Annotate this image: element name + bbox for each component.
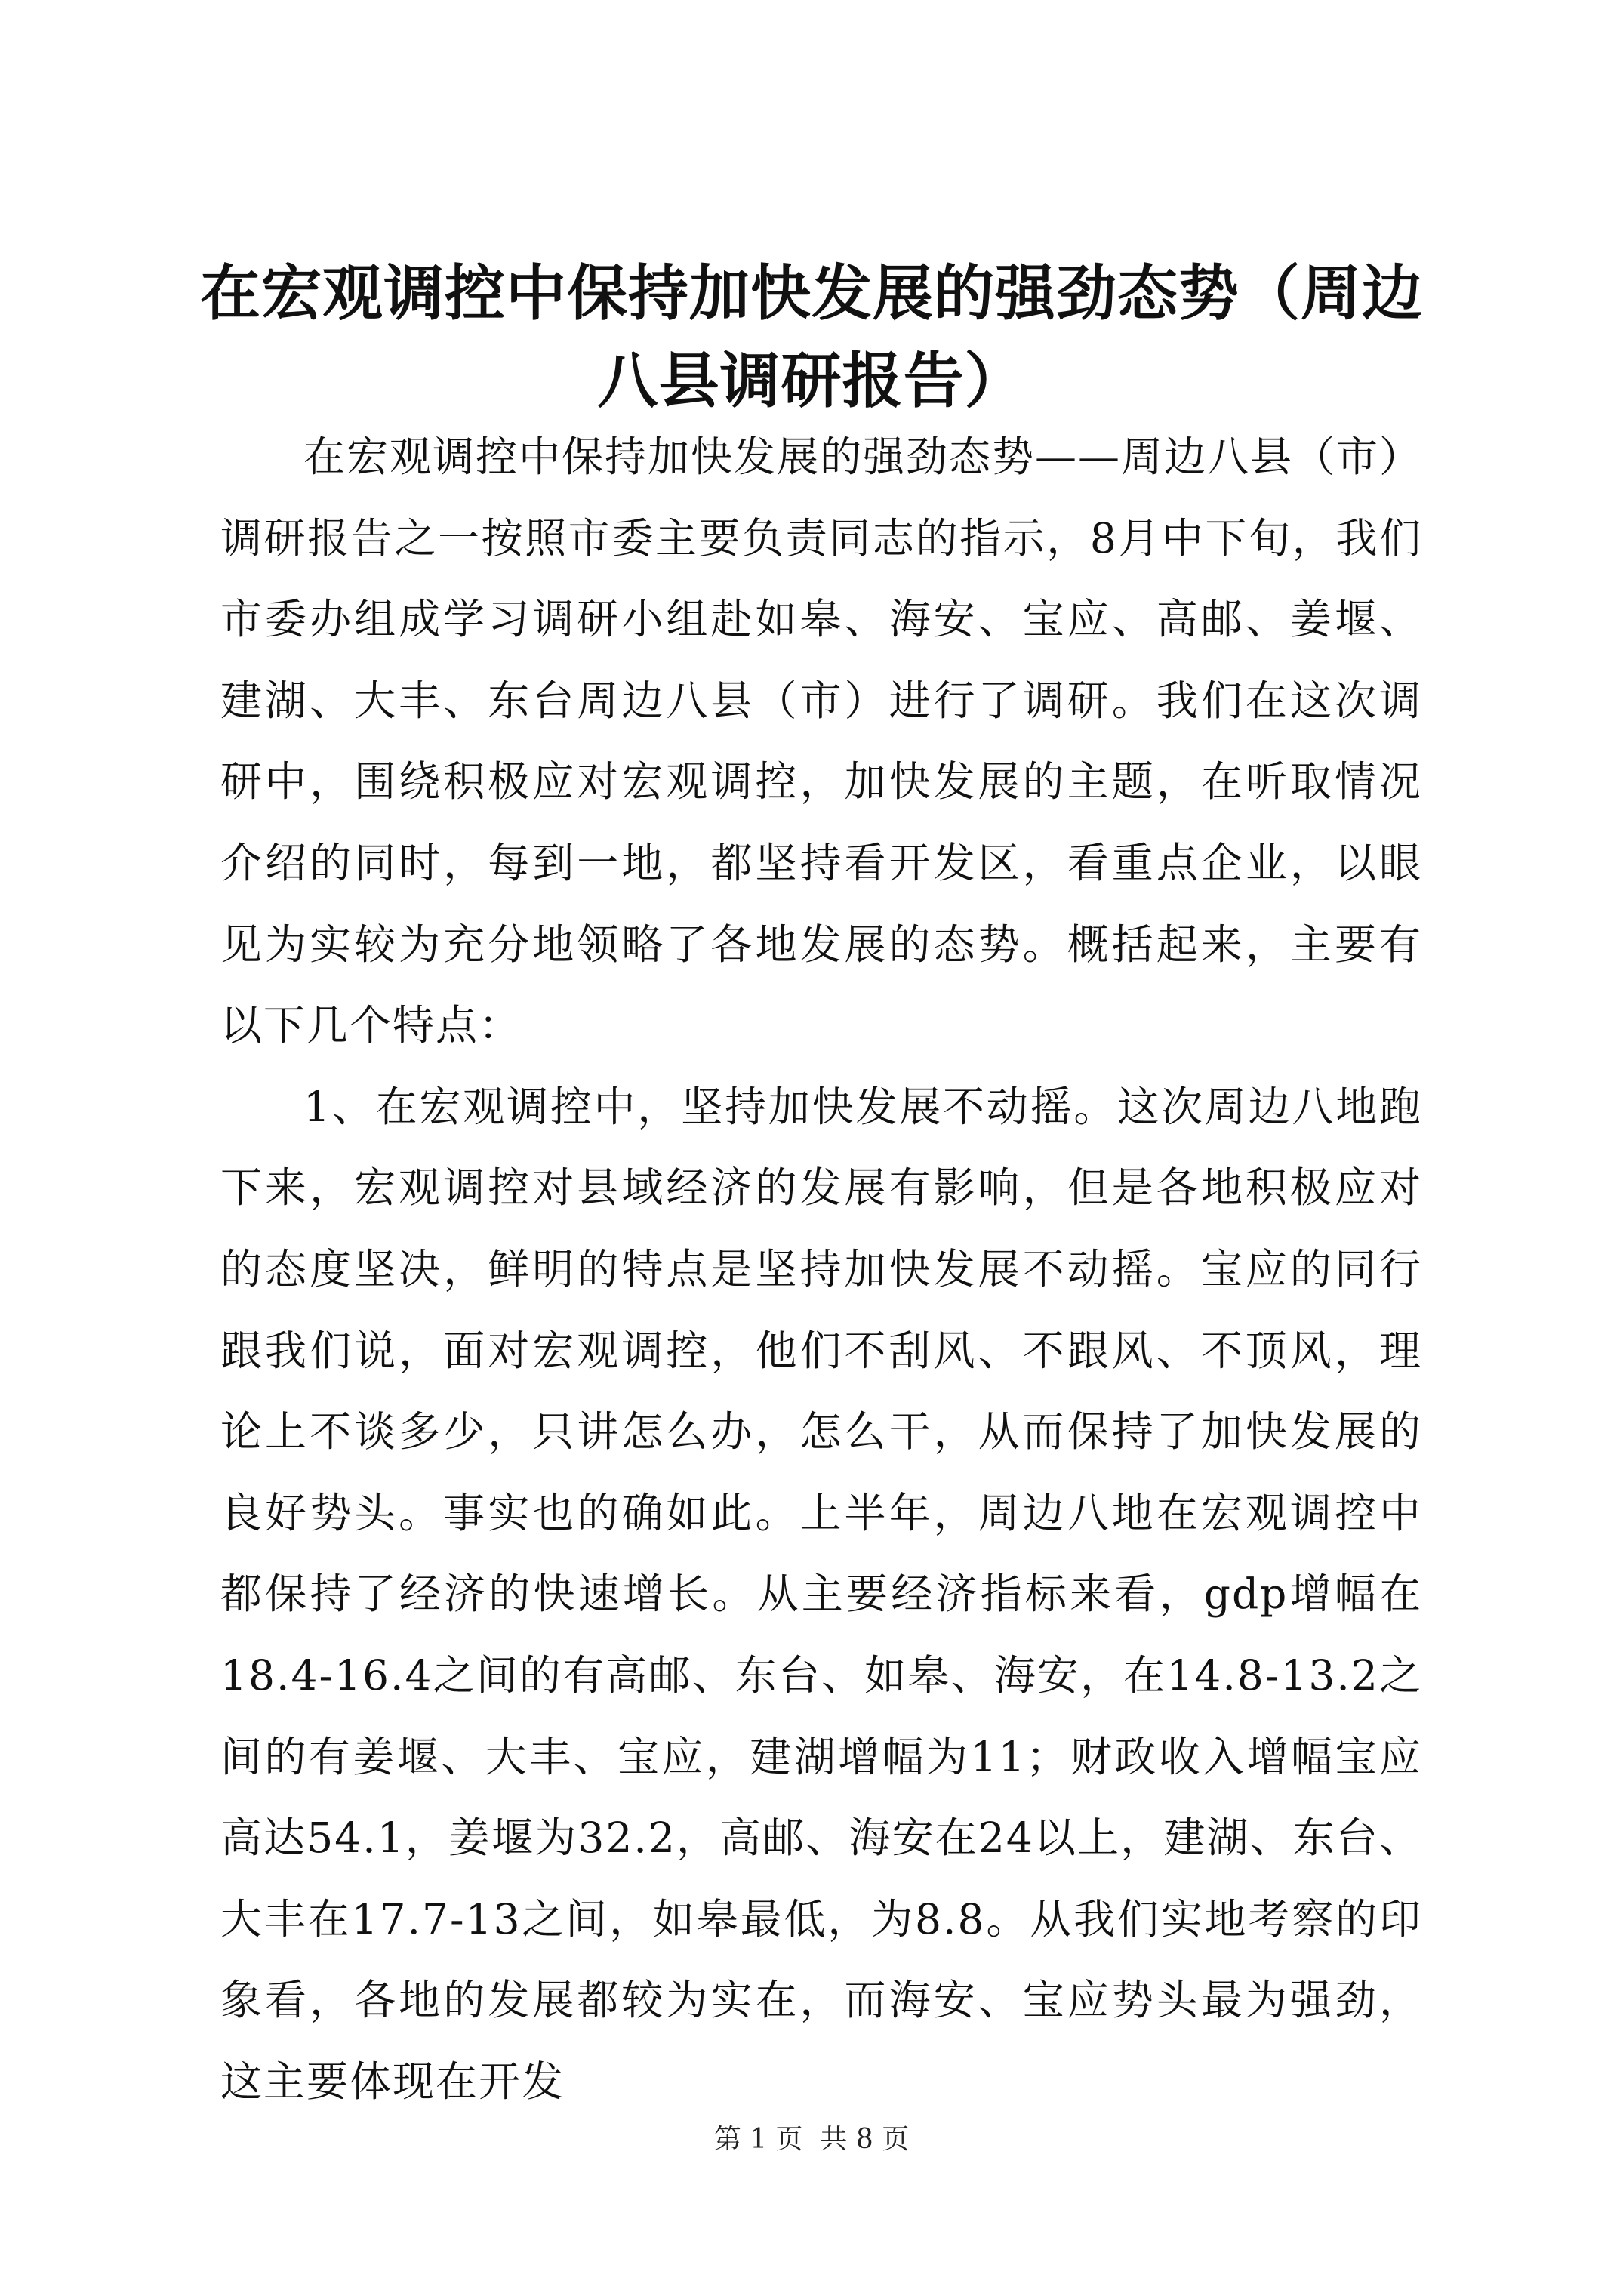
page-number-label: 第 1 页 共 8 页 xyxy=(713,2124,910,2155)
document-title: 在宏观调控中保持加快发展的强劲态势（周边八县调研报告） xyxy=(200,257,1423,416)
page-footer xyxy=(0,2122,1623,2158)
document-body xyxy=(220,417,1422,2122)
paragraph-intro: 在宏观调控中保持加快发展的强劲态势——周边八县（市）调研报告之一按照市委主要负责同志的指示，8月中下旬，我们市委办组成学习调研小组赴如皋、海安、宝应、高邮、姜堰、建湖、大丰、东台周边八县（市）进行了调研。我们在这次调研中，围绕积极应对宏观调控，加快发展的主题，在听取情况介绍的同时，每到一地，都坚持看开发区，看重点企业，以眼见为实较为充分地领略了各地发展的态势。概括起来，主要有以下几个特点： xyxy=(220,433,1423,1050)
paragraph-point-1: 1、在宏观调控中，坚持加快发展不动摇。这次周边八地跑下来，宏观调控对县域经济的发展有影响，但是各地积极应对的态度坚决，鲜明的特点是坚持加快发展不动摇。宝应的同行跟我们说，面对宏观调控，他们不刮风、不跟风、不顶风，理论上不谈多少，只讲怎么办，怎么干，从而保持了加快发展的良好势头。事实也的确如此。上半年，周边八地在宏观调控中都保持了经济的快速增长。从主要经济指标来看，gdp增幅在18.4-16.4之间的有高邮、东台、如皋、海安，在14.8-13.2之间的有姜堰、大丰、宝应，建湖增幅为11；财政收入增幅宝应高达54.1，姜堰为32.2，高邮、海安在24以上，建湖、东台、大丰在17.7-13之间，如皋最低，为8.8。从我们实地考察的印象看，各地的发展都较为实在，而海安、宝应势头最为强劲，这主要体现在开发 xyxy=(220,1082,1422,2106)
